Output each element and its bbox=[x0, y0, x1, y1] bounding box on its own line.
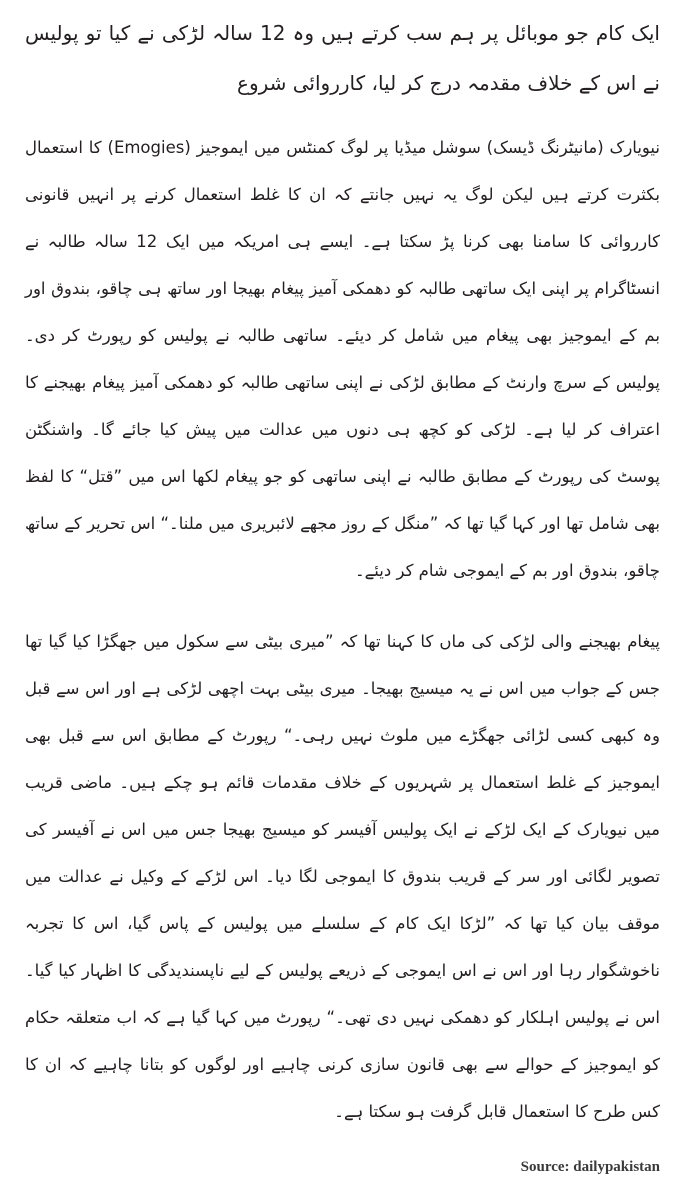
article-headline: ایک کام جو موبائل پر ہم سب کرتے ہیں وہ 12 سالہ لڑکی نے کیا تو پولیس نے اس کے خلاف مقدمہ درج کر لیا، کارروائی شروع bbox=[25, 21, 660, 95]
source-attribution: Source: dailypakistan bbox=[520, 1159, 660, 1175]
article-paragraph-2: پیغام بھیجنے والی لڑکی کی ماں کا کہنا تھا کہ ”میری بیٹی سے سکول میں جھگڑا کیا گیا تھا جس کے جواب میں اس نے یہ میسیج بھیجا۔ میری بیٹی بہت اچھی لڑکی ہے اور اس سے قبل وہ کبھی کسی لڑائی جھگڑے میں ملوث نہیں رہی۔“ رپورٹ کے مطابق اس سے قبل بھی ایموجیز کے غلط استعمال پر شہریوں کے خلاف مقدمات قائم ہو چکے ہیں۔ ماضی قریب میں نیویارک کے ایک لڑکے نے ایک پولیس آفیسر کو میسیج بھیجا جس میں اس نے آفیسر کی تصویر لگائی اور سر کے قریب بندوق کا ایموجی لگا دیا۔ اس لڑکے کے وکیل نے عدالت میں موقف بیان کیا تھا کہ ”لڑکا ایک کام کے سلسلے میں پولیس کے پاس گیا، اس کا تجربہ ناخوشگوار رہا اور اس نے اس ایموجی کے ذریعے پولیس کے لیے ناپسندیدگی کا اظہار کیا گیا۔ اس نے پولیس اہلکار کو دھمکی نہیں دی تھی۔“ رپورٹ میں کہا گیا ہے کہ اب متعلقہ حکام کو ایموجیز کے حوالے سے بھی قانون سازی کرنی چاہیے اور لوگوں کو بتانا چاہیے کہ ان کا کس طرح کا استعمال قابل گرفت ہو سکتا ہے۔ bbox=[25, 632, 660, 1121]
article-paragraph-1: نیویارک (مانیٹرنگ ڈیسک) سوشل میڈیا پر لوگ کمنٹس میں ایموجیز (Emogies) کا استعمال بکثرت کرتے ہیں لیکن لوگ یہ نہیں جانتے کہ ان کا غلط استعمال کرنے پر انہیں قانونی کارروائی کا سامنا بھی کرنا پڑ سکتا ہے۔ ایسے ہی امریکہ میں ایک 12 سالہ طالبہ نے انسٹاگرام پر اپنی ایک ساتھی طالبہ کو دھمکی آمیز پیغام بھیجا اور ساتھ ہی چاقو، بندوق اور بم کے ایموجیز بھی پیغام میں شامل کر دیئے۔ ساتھی طالبہ نے پولیس کو رپورٹ کر دی۔ پولیس کے سرچ وارنٹ کے مطابق لڑکی نے اپنی ساتھی طالبہ کو دھمکی آمیز پیغام بھیجنے کا اعتراف کر لیا ہے۔ لڑکی کو کچھ ہی دنوں میں عدالت میں پیش کیا جائے گا۔ واشنگٹن پوسٹ کی رپورٹ کے مطابق طالبہ نے اپنی ساتھی کو جو پیغام لکھا اس میں ”قتل“ کا لفظ بھی شامل تھا اور کہا گیا تھا کہ ”منگل کے روز مجھے لائبریری میں ملنا۔“ اس تحریر کے ساتھ چاقو، بندوق اور بم کے ایموجی شام کر دیئے۔ bbox=[25, 138, 661, 580]
